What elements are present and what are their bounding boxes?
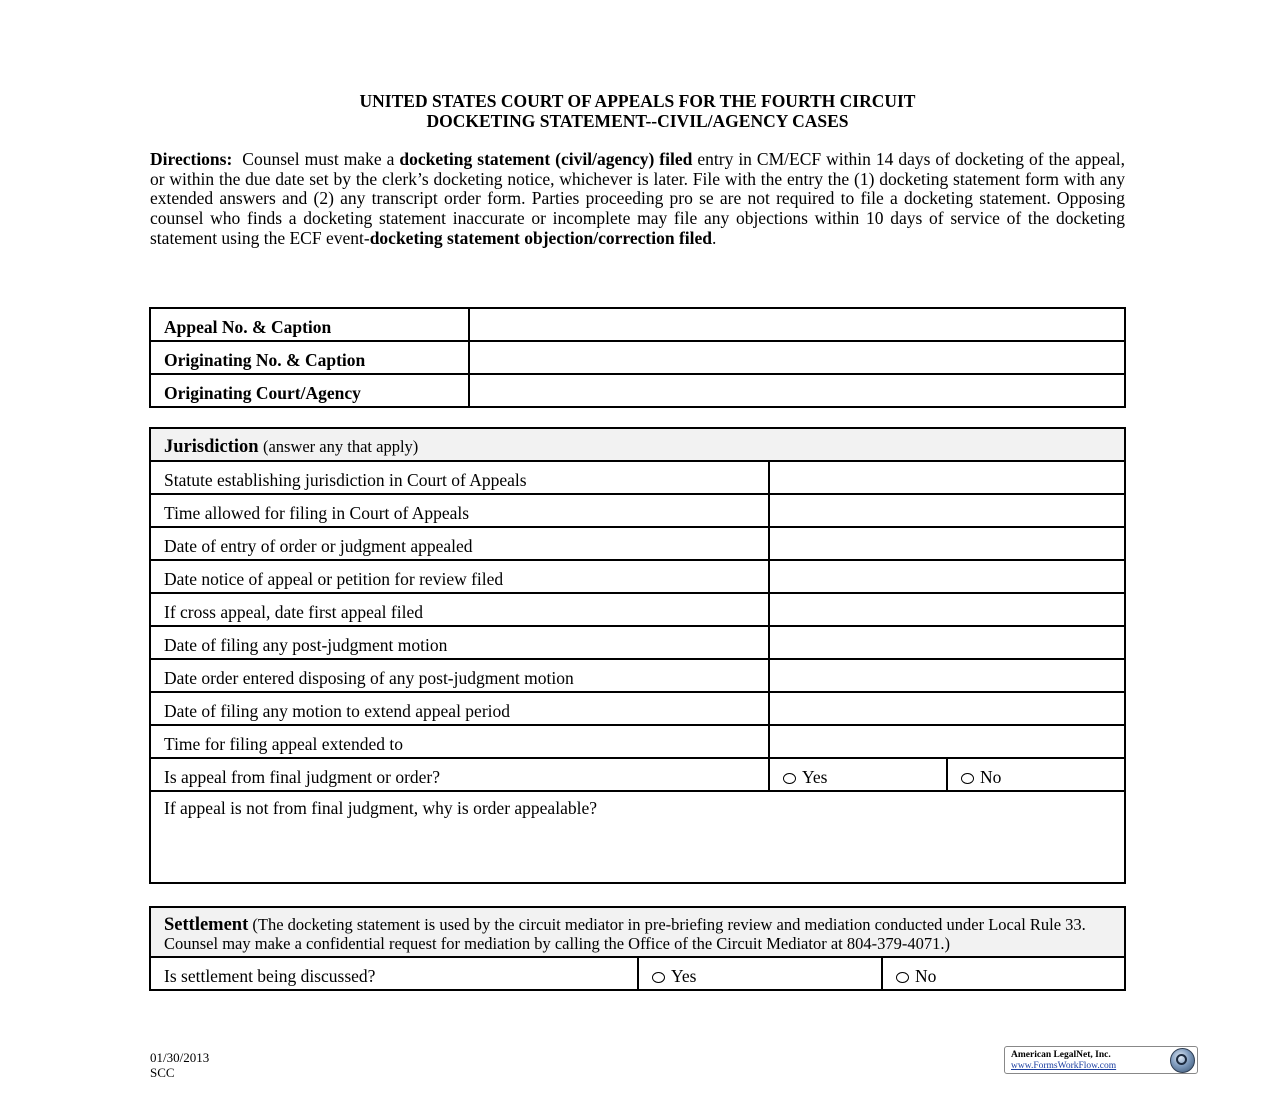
post-judgment-motion-label: Date of filing any post-judgment motion <box>150 626 769 659</box>
jurisdiction-header <box>150 428 1125 461</box>
originating-court-field[interactable] <box>469 374 1125 407</box>
originating-caption-label: Originating No. & Caption <box>150 341 469 374</box>
disposing-order-field[interactable] <box>769 659 1125 692</box>
jurisdiction-header-row <box>150 428 1125 461</box>
date-entry-field[interactable] <box>769 527 1125 560</box>
appealable-answer-area[interactable] <box>150 791 1125 883</box>
settlement-no[interactable] <box>882 957 1125 990</box>
table-row <box>150 957 1125 990</box>
radio-circle-icon[interactable] <box>652 972 665 983</box>
table-row <box>150 659 1125 692</box>
appeal-caption-field[interactable] <box>469 308 1125 341</box>
caption-row-originating-no <box>150 341 1125 374</box>
footer-revision <box>150 1050 209 1080</box>
table-row <box>150 725 1125 758</box>
statute-field[interactable] <box>769 461 1125 494</box>
final-judgment-label: Is appeal from final judgment or order? <box>150 758 769 791</box>
table-row <box>150 527 1125 560</box>
table-row <box>150 758 1125 791</box>
caption-row-originating-court <box>150 374 1125 407</box>
originating-court-label: Originating Court/Agency <box>150 374 469 407</box>
directions-objection-event: docketing statement objection/correction filed <box>369 227 712 248</box>
settlement-no-label: No <box>915 966 937 986</box>
form-title-court: UNITED STATES COURT OF APPEALS FOR THE FOURTH CIRCUIT <box>359 91 916 111</box>
table-row <box>150 791 1125 883</box>
settlement-header-row <box>150 907 1125 957</box>
caption-table <box>149 307 1126 408</box>
extended-to-label: Time for filing appeal extended to <box>150 725 769 758</box>
form-title-statement: DOCKETING STATEMENT--CIVIL/AGENCY CASES <box>426 111 849 131</box>
final-judgment-no[interactable] <box>947 758 1125 791</box>
final-judgment-yes[interactable] <box>769 758 947 791</box>
radio-circle-icon[interactable] <box>783 773 796 784</box>
settlement-header <box>150 907 1125 957</box>
disposing-order-label: Date order entered disposing of any post-judgment motion <box>150 659 769 692</box>
table-row <box>150 626 1125 659</box>
radio-circle-icon[interactable] <box>896 972 909 983</box>
table-row <box>150 692 1125 725</box>
directions-paragraph <box>150 150 1125 249</box>
radio-circle-icon[interactable] <box>961 773 974 784</box>
time-allowed-label: Time allowed for filing in Court of Appeals <box>150 494 769 527</box>
date-notice-label: Date notice of appeal or petition for review filed <box>150 560 769 593</box>
footer-code: SCC <box>150 1065 175 1080</box>
settlement-title: Settlement <box>164 915 249 935</box>
extended-to-field[interactable] <box>769 725 1125 758</box>
final-judgment-yes-label: Yes <box>802 767 828 787</box>
post-judgment-motion-field[interactable] <box>769 626 1125 659</box>
directions-text-2: entry in CM/ECF within 14 days of docketing of the appeal, or within the due date set by the clerk’s docketing notice, whichever is later. File with the entry the (1) docketing statement form with any extended answers and (2) any transcript order form. Parties proceeding pro se are not required to file a docketing statement. Opposing counsel who finds a docketing statement inaccurate or incomplete may file any objections within 10 days of service of the docketing statement using the ECF event- <box>150 149 1125 248</box>
date-notice-field[interactable] <box>769 560 1125 593</box>
directions-label: Directions: <box>150 149 233 169</box>
extend-motion-field[interactable] <box>769 692 1125 725</box>
originating-caption-field[interactable] <box>469 341 1125 374</box>
settlement-question: Is settlement being discussed? <box>150 957 638 990</box>
settlement-note: (The docketing statement is used by the circuit mediator in pre-briefing review and mediation conducted under Local Rule 33. Counsel may make a confidential request for mediation by calling the Office of the Circuit Mediator at 804-379-4071.) <box>164 915 1086 953</box>
date-entry-label: Date of entry of order or judgment appealed <box>150 527 769 560</box>
settlement-table <box>149 906 1126 991</box>
statute-label: Statute establishing jurisdiction in Court of Appeals <box>150 461 769 494</box>
settlement-yes[interactable] <box>638 957 882 990</box>
cross-appeal-label: If cross appeal, date first appeal filed <box>150 593 769 626</box>
directions-text-3: . <box>712 227 717 248</box>
footer-date: 01/30/2013 <box>150 1050 210 1065</box>
table-row <box>150 461 1125 494</box>
settlement-yes-label: Yes <box>671 966 697 986</box>
table-row <box>150 494 1125 527</box>
directions-event-name: docketing statement (civil/agency) filed <box>399 149 693 169</box>
extend-motion-label: Date of filing any motion to extend appeal period <box>150 692 769 725</box>
appealable-question: If appeal is not from final judgment, why is order appealable? <box>164 798 597 818</box>
jurisdiction-table <box>149 427 1126 884</box>
globe-icon <box>1170 1048 1195 1073</box>
cross-appeal-field[interactable] <box>769 593 1125 626</box>
table-row <box>150 593 1125 626</box>
time-allowed-field[interactable] <box>769 494 1125 527</box>
appeal-caption-label: Appeal No. & Caption <box>150 308 469 341</box>
table-row <box>150 560 1125 593</box>
jurisdiction-note: (answer any that apply) <box>262 437 419 456</box>
logo-url-link[interactable]: www.FormsWorkFlow.com <box>1011 1061 1117 1071</box>
publisher-logo[interactable] <box>1004 1046 1198 1074</box>
caption-row-appeal <box>150 308 1125 341</box>
jurisdiction-title: Jurisdiction <box>164 437 259 457</box>
directions-text-1: Counsel must make a <box>242 149 395 169</box>
logo-name: American LegalNet, Inc. <box>1011 1050 1111 1060</box>
final-judgment-no-label: No <box>980 767 1002 787</box>
